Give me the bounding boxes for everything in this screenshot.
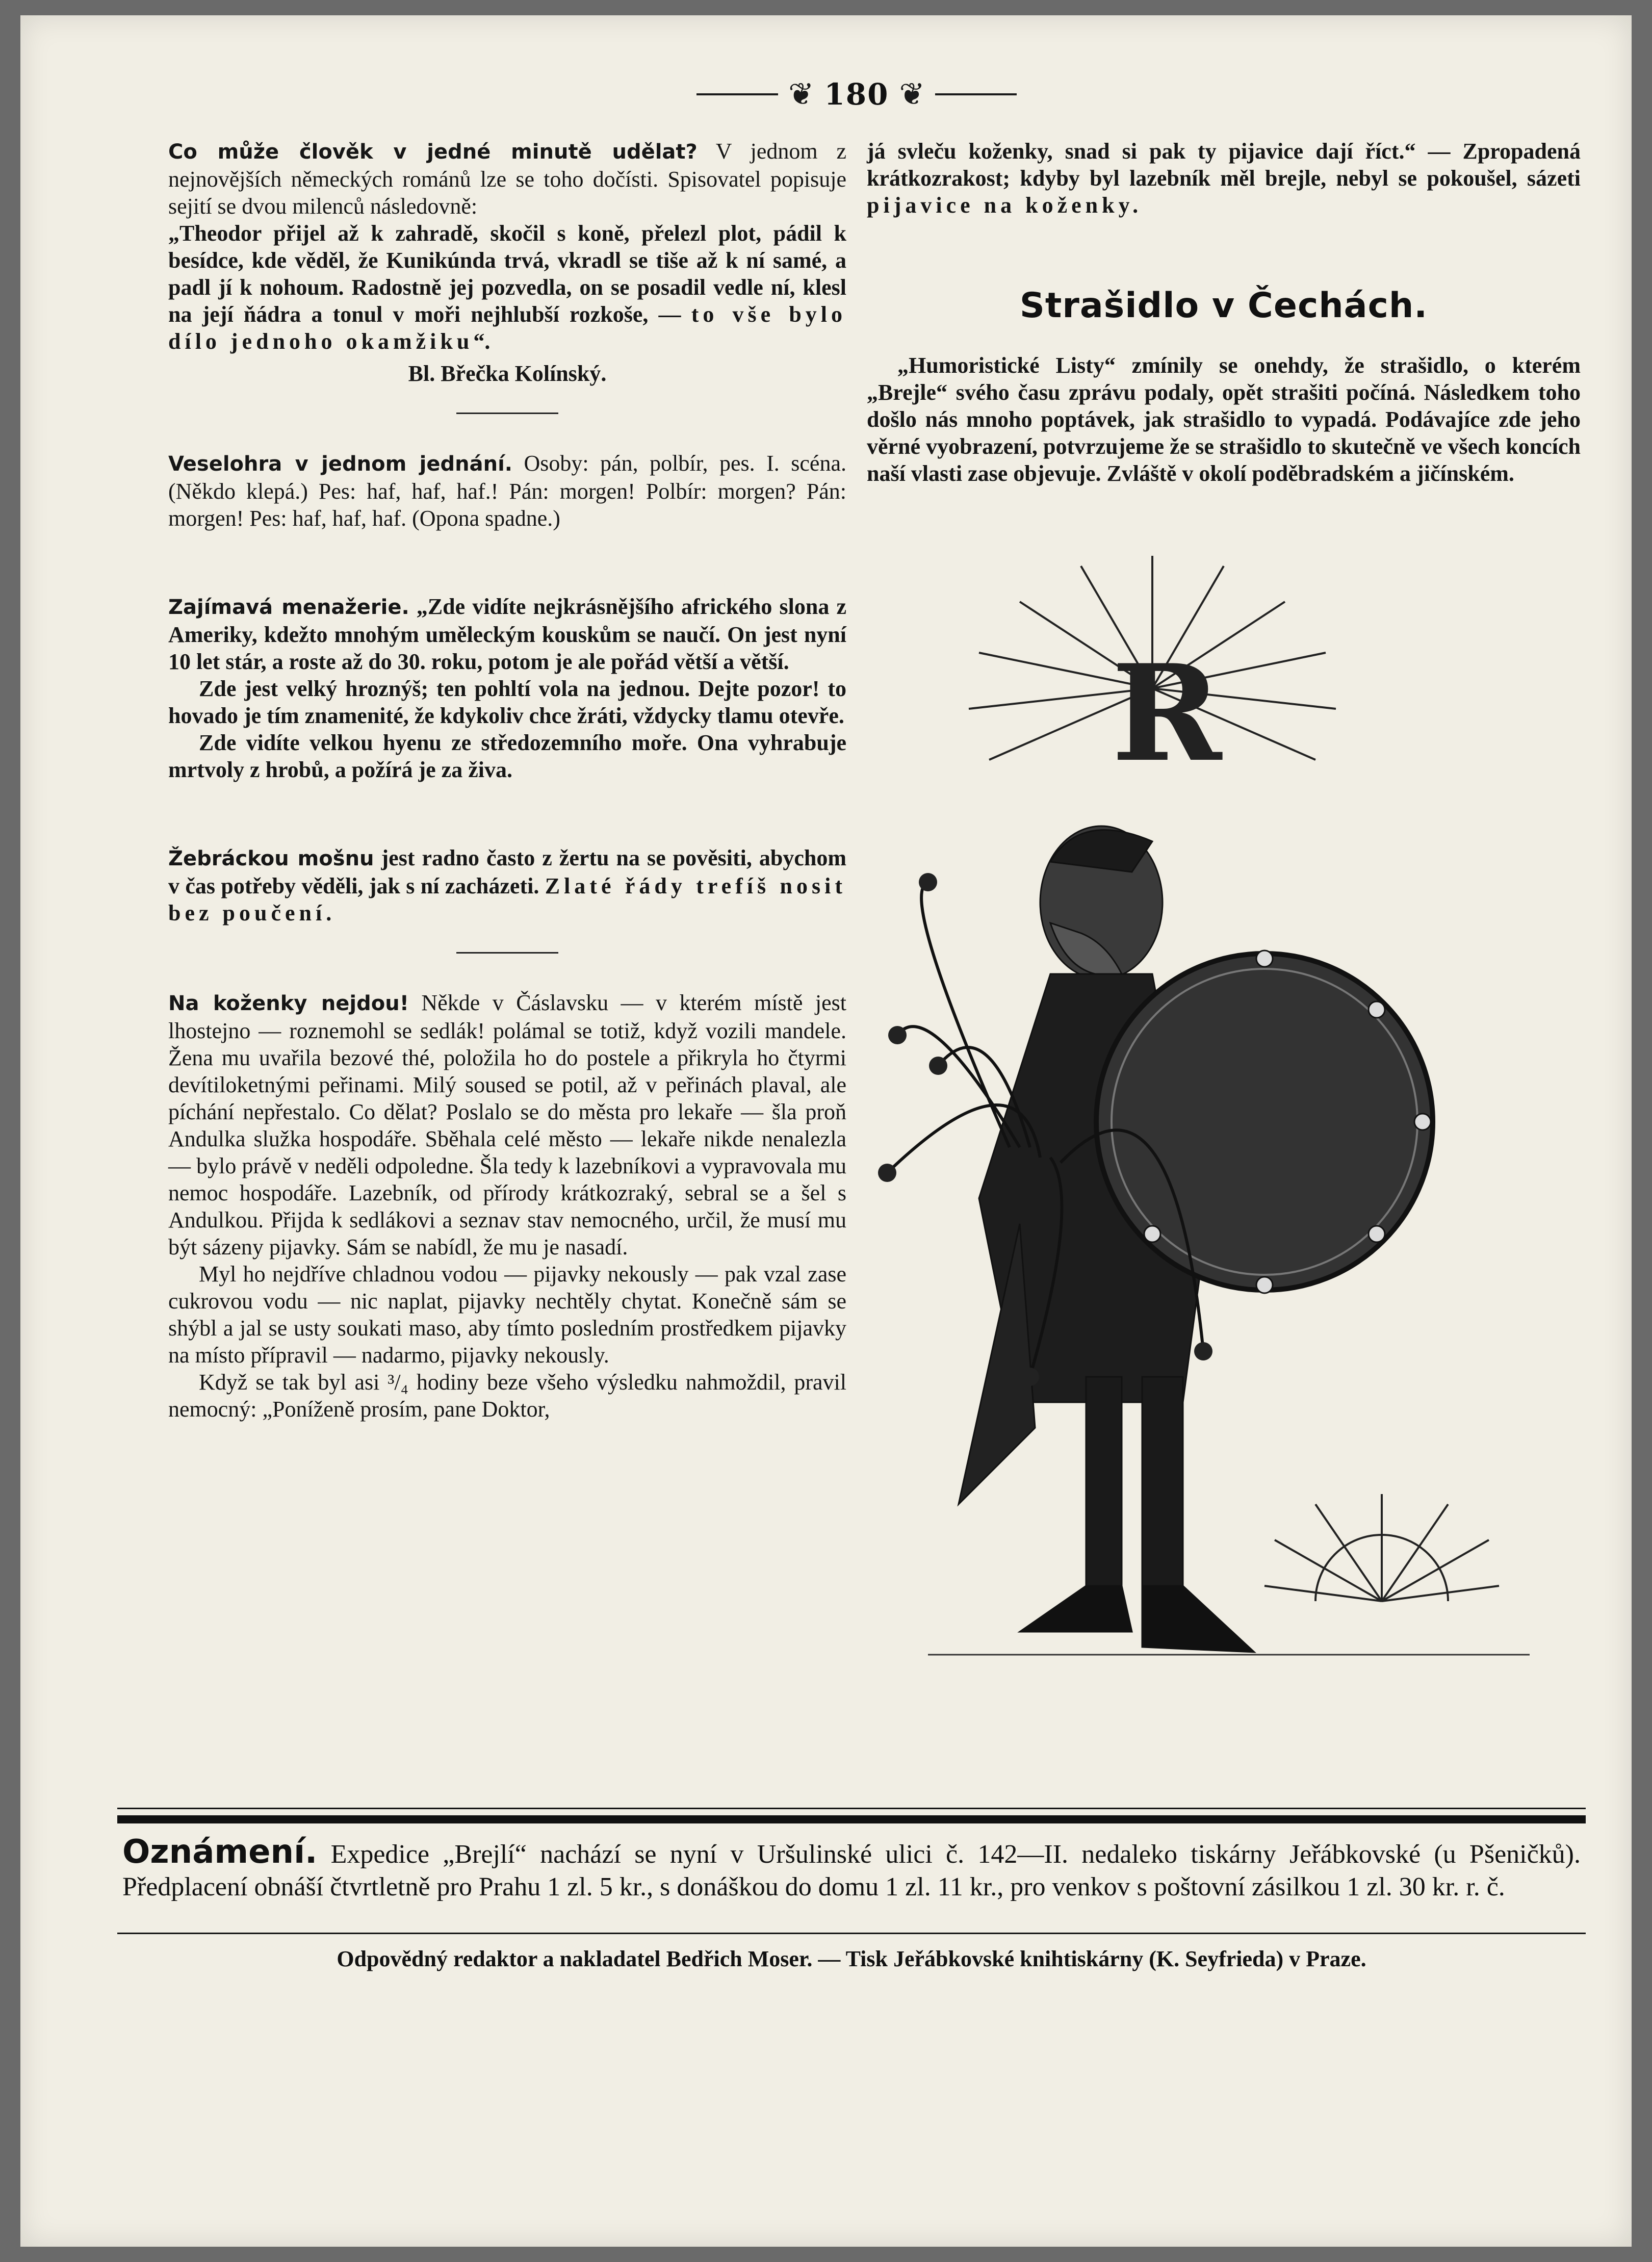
article-minute-body: V jednom z nejnovějších německých románů lze se toho dočísti. Spisovatel popisuje sejití se dvou milenců následovně: <box>168 139 846 219</box>
article-ghost-body <box>867 352 1581 487</box>
article-minute-title: Co může člověk v jedné minutě udělat? <box>168 140 698 164</box>
continuation-text: já svleču koženky, snad si pak ty pijavice dají říct.“ — Zpropadená krátkozrakost; kdyby byl lazebník měl brejle, nebyl se pokoušel, sázeti <box>867 139 1581 191</box>
quote-end: “. <box>473 329 491 354</box>
article-ghost-title: Strašidlo v Čechách. <box>1019 286 1428 326</box>
article-leeches <box>168 989 846 1261</box>
article-leeches-title: Na koženky nejdou! <box>168 992 409 1015</box>
spacer <box>168 814 846 844</box>
quote-spaced: to vše bylo dílo jednoho okamžiku <box>168 302 847 354</box>
sun-icon <box>1264 1494 1499 1601</box>
figure-caricature <box>959 826 1433 1652</box>
notice-block <box>122 1833 1581 1904</box>
page-number: 180 <box>824 77 889 112</box>
article-comedy <box>168 450 846 532</box>
article-leeches-p3: Když se tak byl asi ³/₄ hodiny beze všeho výsledku nahmoždil, pravil nemocný: „Poníženě prosím, pane Doktor, <box>168 1370 846 1422</box>
notice-title: Oznámení. <box>122 1833 318 1871</box>
divider <box>456 413 558 414</box>
article-bag-title: Žebráckou mošnu <box>168 847 374 870</box>
r-letter: R <box>1112 636 1222 791</box>
notice-rule-top <box>117 1808 1586 1809</box>
footer-rule <box>117 1933 1586 1934</box>
article-leeches-p2: Myl ho nejdříve chladnou vodou — pijavky nekously — pak vzal zase cukrovou vodu — nic naplat, pijavky nechtěly chytat. Konečně sám se shýbl a jal se usty soukati maso, aby tímto posledním prostředkem pijavky na místo přípravil — nadarmo, pijavky nekously. <box>168 1262 846 1368</box>
article-ghost-text: „Humoristické Listy“ zmínily se onehdy, že strašidlo, o kterém „Brejle“ svého času zprávu podaly, opět strašiti počíná. Následkem toho došlo nás mnoho poptávek, jak strašidlo to vypadá. Podávajíce zde jeho věrné vyobrazení, potvrzujeme že se strašidlo to skutečně ve všech koncích naší vlasti zase objevuje. Zvláště v okolí poděbradském a jičínském. <box>867 353 1581 486</box>
article-bag <box>168 844 846 927</box>
article-minute-quote <box>168 220 846 355</box>
quote-text: „Theodor přijel až k zahradě, skočil s koně, přelezl plot, pádil k besídce, kde věděl, že Kunikúnda trvá, vkradl se tiše až k ní samé, a padl jí k nohoum. Radostně jej pozvedla, on se posadil vedle ní, klesl na její ňádra a tonul v moři nejhlubší rozkoše, — <box>168 221 846 327</box>
signature: Bl. Břečka Kolínský. <box>408 361 607 386</box>
ghost-illustration <box>867 535 1581 1759</box>
notice-rule-thick <box>117 1815 1586 1823</box>
article-menagerie-p1: „Zde vidíte nejkrásnějšího afrického slona z Ameriky, kdežto mnohým uměleckým kouskům se naučí. On jest nyní 10 let stár, a roste až do 30. roku, potom je ale pořád větší a větší. <box>168 594 847 674</box>
right-column-top <box>867 138 1581 219</box>
spacer <box>168 562 846 593</box>
article-minute <box>168 138 846 220</box>
notice-body: Expedice „Brejlí“ nachází se nyní v Uršulinské ulici č. 142—II. nedaleko tiskárny Jeřábkovské (u Pšeničků). Předplacení obnáší čtvrtletně pro Prahu 1 zl. 5 kr., s donáškou do domu 1 zl. 11 kr., pro venkov s poštovní zásilkou 1 zl. 30 kr. r. č. <box>122 1840 1581 1901</box>
header-rule-right <box>935 93 1017 95</box>
article-menagerie <box>168 593 846 675</box>
imprint-footer: Odpovědný redaktor a nakladatel Bedřich Moser. — Tisk Jeřábkovské knihtiskárny (K. Seyfrieda) v Praze. <box>337 1946 1366 1971</box>
ornament-right-icon: ❦ <box>899 76 925 112</box>
article-leeches-p1: Někde v Čáslavsku — v kterém místě jest lhostejno — roznemohl se sedlák! polámal se totiž, když vozili mandele. Žena mu uvařila bezové thé, položila ho do postele a přikryla ho čtyrmi devítiloketnými peřinami. Milý soused se potil, až v peřinách plaval, ale píchání nepřestalo. Co dělat? Poslalo se do města pro lekaře — šla proň Andulka služka hospodáře. Sběhala celé město — lekaře nikde nenalezla — bylo právě v neděli odpoledne. Šla tedy k lazebníkovi a vypravovala mu nemoc hospodáře. Lazebník, od přírody krátkozraký, sebral se a šel s Andulkou. Přijda k sedlákovi a seznav stav nemocného, určil, že musí mu být sázeny pijavky. Sám se nabídl, že mu je nasadí. <box>168 990 846 1259</box>
continuation-spaced: pijavice na koženky. <box>867 193 1143 218</box>
article-menagerie-title: Zajímavá menažerie. <box>168 596 409 619</box>
page-header <box>637 71 1076 117</box>
ornament-left-icon: ❦ <box>788 76 814 112</box>
article-bag-body: jest radno často z žertu na se pověsiti, abychom v čas potřeby věděli, jak s ní zacházeti. <box>168 845 846 898</box>
left-column <box>168 138 846 1423</box>
article-menagerie-p2: Zde jest velký hroznýš; ten pohltí vola na jednou. Dejte pozor! to hovado je tím znamenité, že kdykoliv chce žráti, vždycky tlamu otevře. <box>168 676 846 728</box>
article-bag-spaced: Zlaté řády trefíš nosit bez poučení. <box>168 873 846 926</box>
spacer <box>168 532 846 562</box>
leeches-continuation <box>867 138 1581 219</box>
article-comedy-title: Veselohra v jednom jednání. <box>168 452 512 476</box>
header-rule-left <box>696 93 778 95</box>
article-comedy-body: Osoby: pán, polbír, pes. I. scéna. (Někdo klepá.) Pes: haf, haf, haf.! Pán: morgen! Polbír: morgen? Pán: morgen! Pes: haf, haf, haf. (Opona spadne.) <box>168 451 846 531</box>
ghost-illustration-svg <box>867 535 1581 1759</box>
divider <box>456 952 558 954</box>
article-menagerie-p3: Zde vidíte velkou hyenu ze středozemního moře. Ona vyhrabuje mrtvoly z hrobů, a požírá je za živa. <box>168 730 846 782</box>
spacer <box>168 783 846 814</box>
